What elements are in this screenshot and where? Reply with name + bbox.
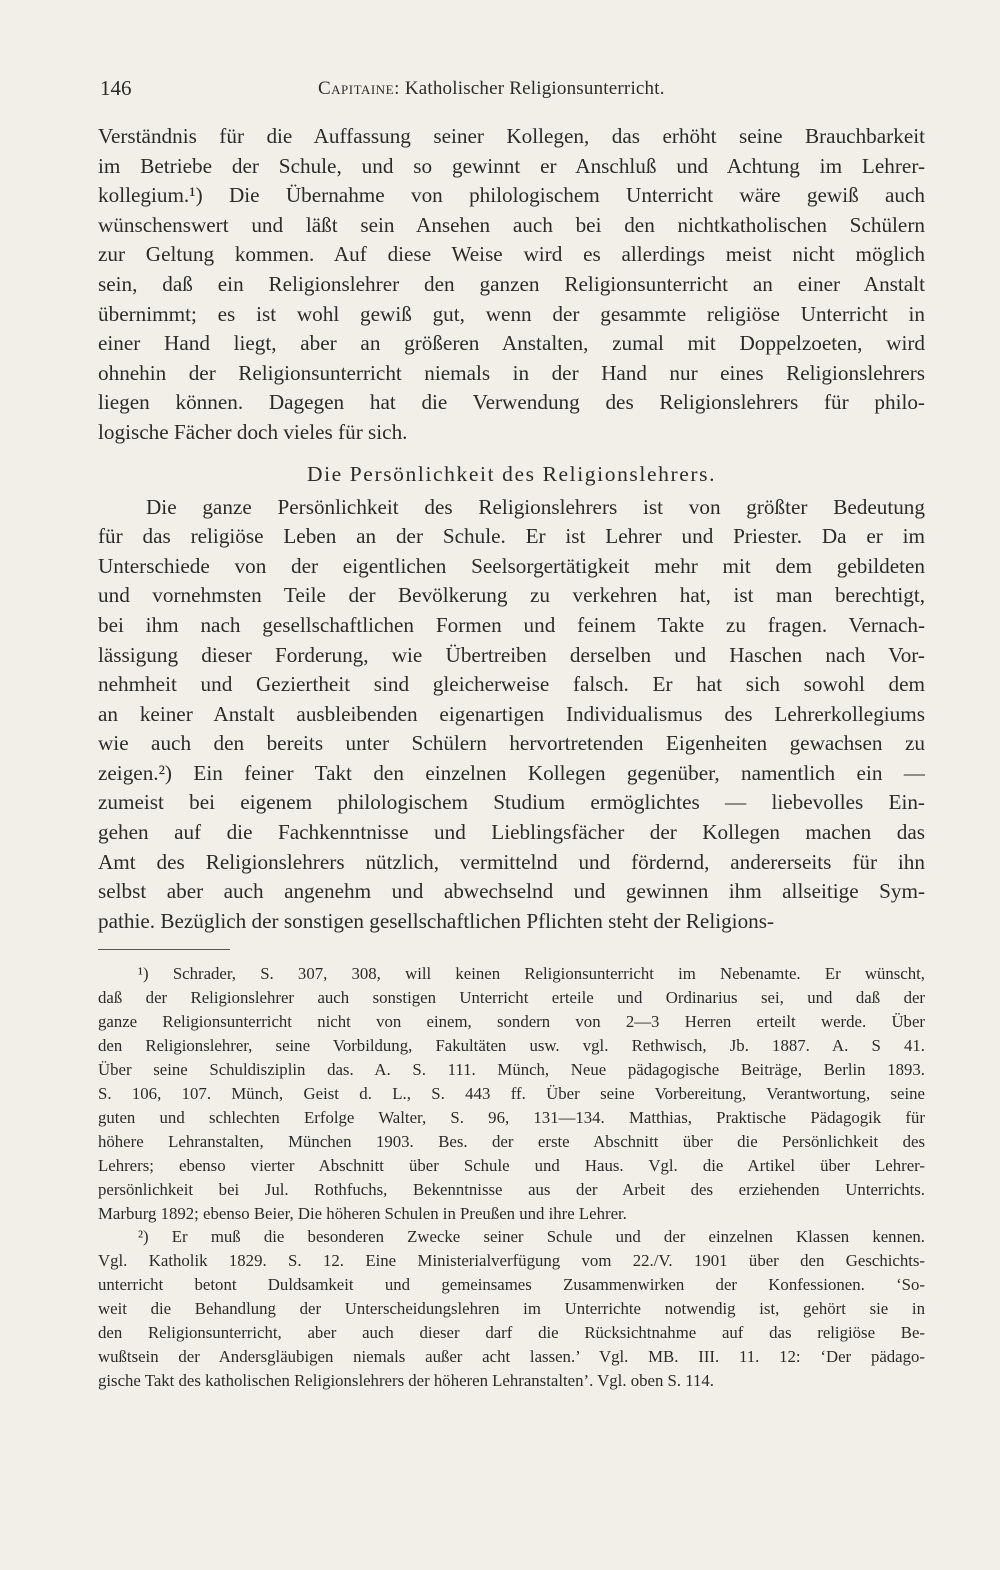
- text-line: ¹) Schrader, S. 307, 308, will keinen Religionsunterricht im Nebenamte. Er wünscht,: [138, 964, 925, 984]
- text-line: Verständnis für die Auffassung seiner Kollegen, das erhöht seine Brauchbarkeit: [98, 124, 925, 148]
- footnote-2: [98, 1225, 925, 1392]
- text-line: Unterschiede von der eigentlichen Seelsorgertätigkeit mehr mit dem gebildeten: [98, 553, 925, 578]
- text-line: gische Takt des katholischen Religionslehrers der höheren Lehranstalten’. Vgl. oben S. 114.: [98, 1370, 715, 1390]
- text-line: liegen können. Dagegen hat die Verwendung des Religionslehrers für philo-: [98, 390, 925, 415]
- text-line: den Religionsunterricht, aber auch dieser darf die Rücksichtnahme auf das religiöse Be-: [98, 1323, 925, 1343]
- main-text: [98, 122, 925, 936]
- text-line: höhere Lehranstalten, München 1903. Bes. der erste Abschnitt über die Persönlichkeit des: [98, 1131, 925, 1151]
- text-line: persönlichkeit bei Jul. Rothfuchs, Bekenntnisse aus der Arbeit des erziehenden Unterrichts.: [98, 1179, 925, 1199]
- paragraph-2: [98, 493, 925, 937]
- text-line: lässigung dieser Forderung, wie Übertreiben derselben und Haschen nach Vor-: [98, 642, 925, 667]
- section-title: Die Persönlichkeit des Religionslehrers.: [306, 461, 717, 486]
- text-line: zur Geltung kommen. Auf diese Weise wird es allerdings meist nicht möglich: [98, 242, 925, 267]
- text-line: Marburg 1892; ebenso Beier, Die höheren Schulen in Preußen und ihre Lehrer.: [98, 1203, 627, 1223]
- text-line: einer Hand liegt, aber an größeren Anstalten, zumal mit Doppelzoeten, wird: [98, 331, 925, 356]
- text-line: Amt des Religionslehrers nützlich, vermittelnd und fördernd, andererseits für ihn: [98, 849, 925, 874]
- text-line: bei ihm nach gesellschaftlichen Formen und feinem Takte zu fragen. Vernach-: [98, 612, 925, 637]
- text-line: wie auch den bereits unter Schülern hervortretenden Eigenheiten gewachsen zu: [98, 731, 925, 756]
- text-line: Vgl. Katholik 1829. S. 12. Eine Ministerialverfügung vom 22./V. 1901 über den Geschichts-: [98, 1251, 925, 1271]
- text-line: S. 106, 107. Münch, Geist d. L., S. 443 ff. Über seine Vorbereitung, Verantwortung, seine: [98, 1083, 925, 1103]
- text-line: im Betriebe der Schule, und so gewinnt er Anschluß und Achtung im Lehrer-: [98, 153, 925, 178]
- text-line: ohnehin der Religionsunterricht niemals in der Hand nur eines Religionslehrers: [98, 360, 925, 385]
- footnote-1: [98, 962, 925, 1225]
- text-line: nehmheit und Geziertheit sind gleicherweise falsch. Er hat sich sowohl dem: [98, 672, 925, 697]
- text-line: den Religionslehrer, seine Vorbildung, Fakultäten usw. vgl. Rethwisch, Jb. 1887. A. S 41.: [98, 1036, 925, 1056]
- text-line: daß der Religionslehrer auch sonstigen Unterricht erteile und Ordinarius sei, und daß der: [98, 988, 925, 1008]
- running-head-author: Capitaine:: [318, 78, 400, 99]
- running-head: [318, 78, 665, 100]
- text-line: wünschenswert und läßt sein Ansehen auch bei den nichtkatholischen Schülern: [98, 212, 925, 237]
- text-line: sein, daß ein Religionslehrer den ganzen Religionsunterricht an einer Anstalt: [98, 271, 925, 296]
- text-line: unterricht betont Duldsamkeit und gemeinsames Zusammenwirken der Konfessionen. ʻSo-: [98, 1275, 925, 1295]
- footnote-separator: [98, 949, 230, 950]
- text-line: selbst aber auch angenehm und abwechselnd und gewinnen ihm allseitige Sym-: [98, 879, 925, 904]
- text-line: gehen auf die Fachkenntnisse und Lieblingsfächer der Kollegen machen das: [98, 820, 925, 845]
- text-line: ²) Er muß die besonderen Zwecke seiner Schule und der einzelnen Klassen kennen.: [138, 1227, 925, 1247]
- text-line: und vornehmsten Teile der Bevölkerung zu verkehren hat, ist man berechtigt,: [98, 583, 925, 608]
- text-line: weit die Behandlung der Unterscheidungslehren im Unterrichte notwendig ist, gehört sie in: [98, 1299, 925, 1319]
- text-line: Über seine Schuldisziplin das. A. S. 111. Münch, Neue pädagogische Beiträge, Berlin 1893.: [98, 1060, 925, 1080]
- text-line: an keiner Anstalt ausbleibenden eigenartigen Individualismus des Lehrerkollegiums: [98, 701, 925, 726]
- text-line: für das religiöse Leben an der Schule. Er ist Lehrer und Priester. Da er im: [98, 524, 925, 549]
- book-page: [98, 70, 925, 1393]
- footnotes: [98, 962, 925, 1392]
- running-head-title: Katholischer Religionsunterricht.: [404, 78, 665, 99]
- text-line: ganze Religionsunterricht nicht von einem, sondern von 2—3 Herren erteilt werde. Über: [98, 1012, 925, 1032]
- text-line: pathie. Bezüglich der sonstigen gesellschaftlichen Pflichten steht der Religions-: [98, 908, 775, 933]
- paragraph-1: [98, 122, 925, 448]
- text-line: logische Fächer doch vieles für sich.: [98, 419, 408, 444]
- text-line: zeigen.²) Ein feiner Takt den einzelnen Kollegen gegenüber, namentlich ein —: [98, 760, 925, 785]
- page-number: 146: [100, 76, 132, 100]
- text-line: kollegium.¹) Die Übernahme von philologischem Unterricht wäre gewiß auch: [98, 183, 925, 208]
- text-line: übernimmt; es ist wohl gewiß gut, wenn der gesammte religiöse Unterricht in: [98, 301, 925, 326]
- text-line: wußtsein der Andersgläubigen niemals außer acht lassen.’ Vgl. MB. III. 11. 12: ʻDer pädago-: [98, 1346, 925, 1366]
- text-line: Lehrers; ebenso vierter Abschnitt über Schule und Haus. Vgl. die Artikel über Lehrer-: [98, 1155, 925, 1175]
- running-header: [98, 70, 925, 110]
- text-line: zumeist bei eigenem philologischem Studium ermöglichtes — liebevolles Ein-: [98, 790, 925, 815]
- text-line: Die ganze Persönlichkeit des Religionslehrers ist von größter Bedeutung: [146, 494, 925, 519]
- text-line: guten und schlechten Erfolge Walter, S. 96, 131—134. Matthias, Praktische Pädagogik für: [98, 1107, 925, 1127]
